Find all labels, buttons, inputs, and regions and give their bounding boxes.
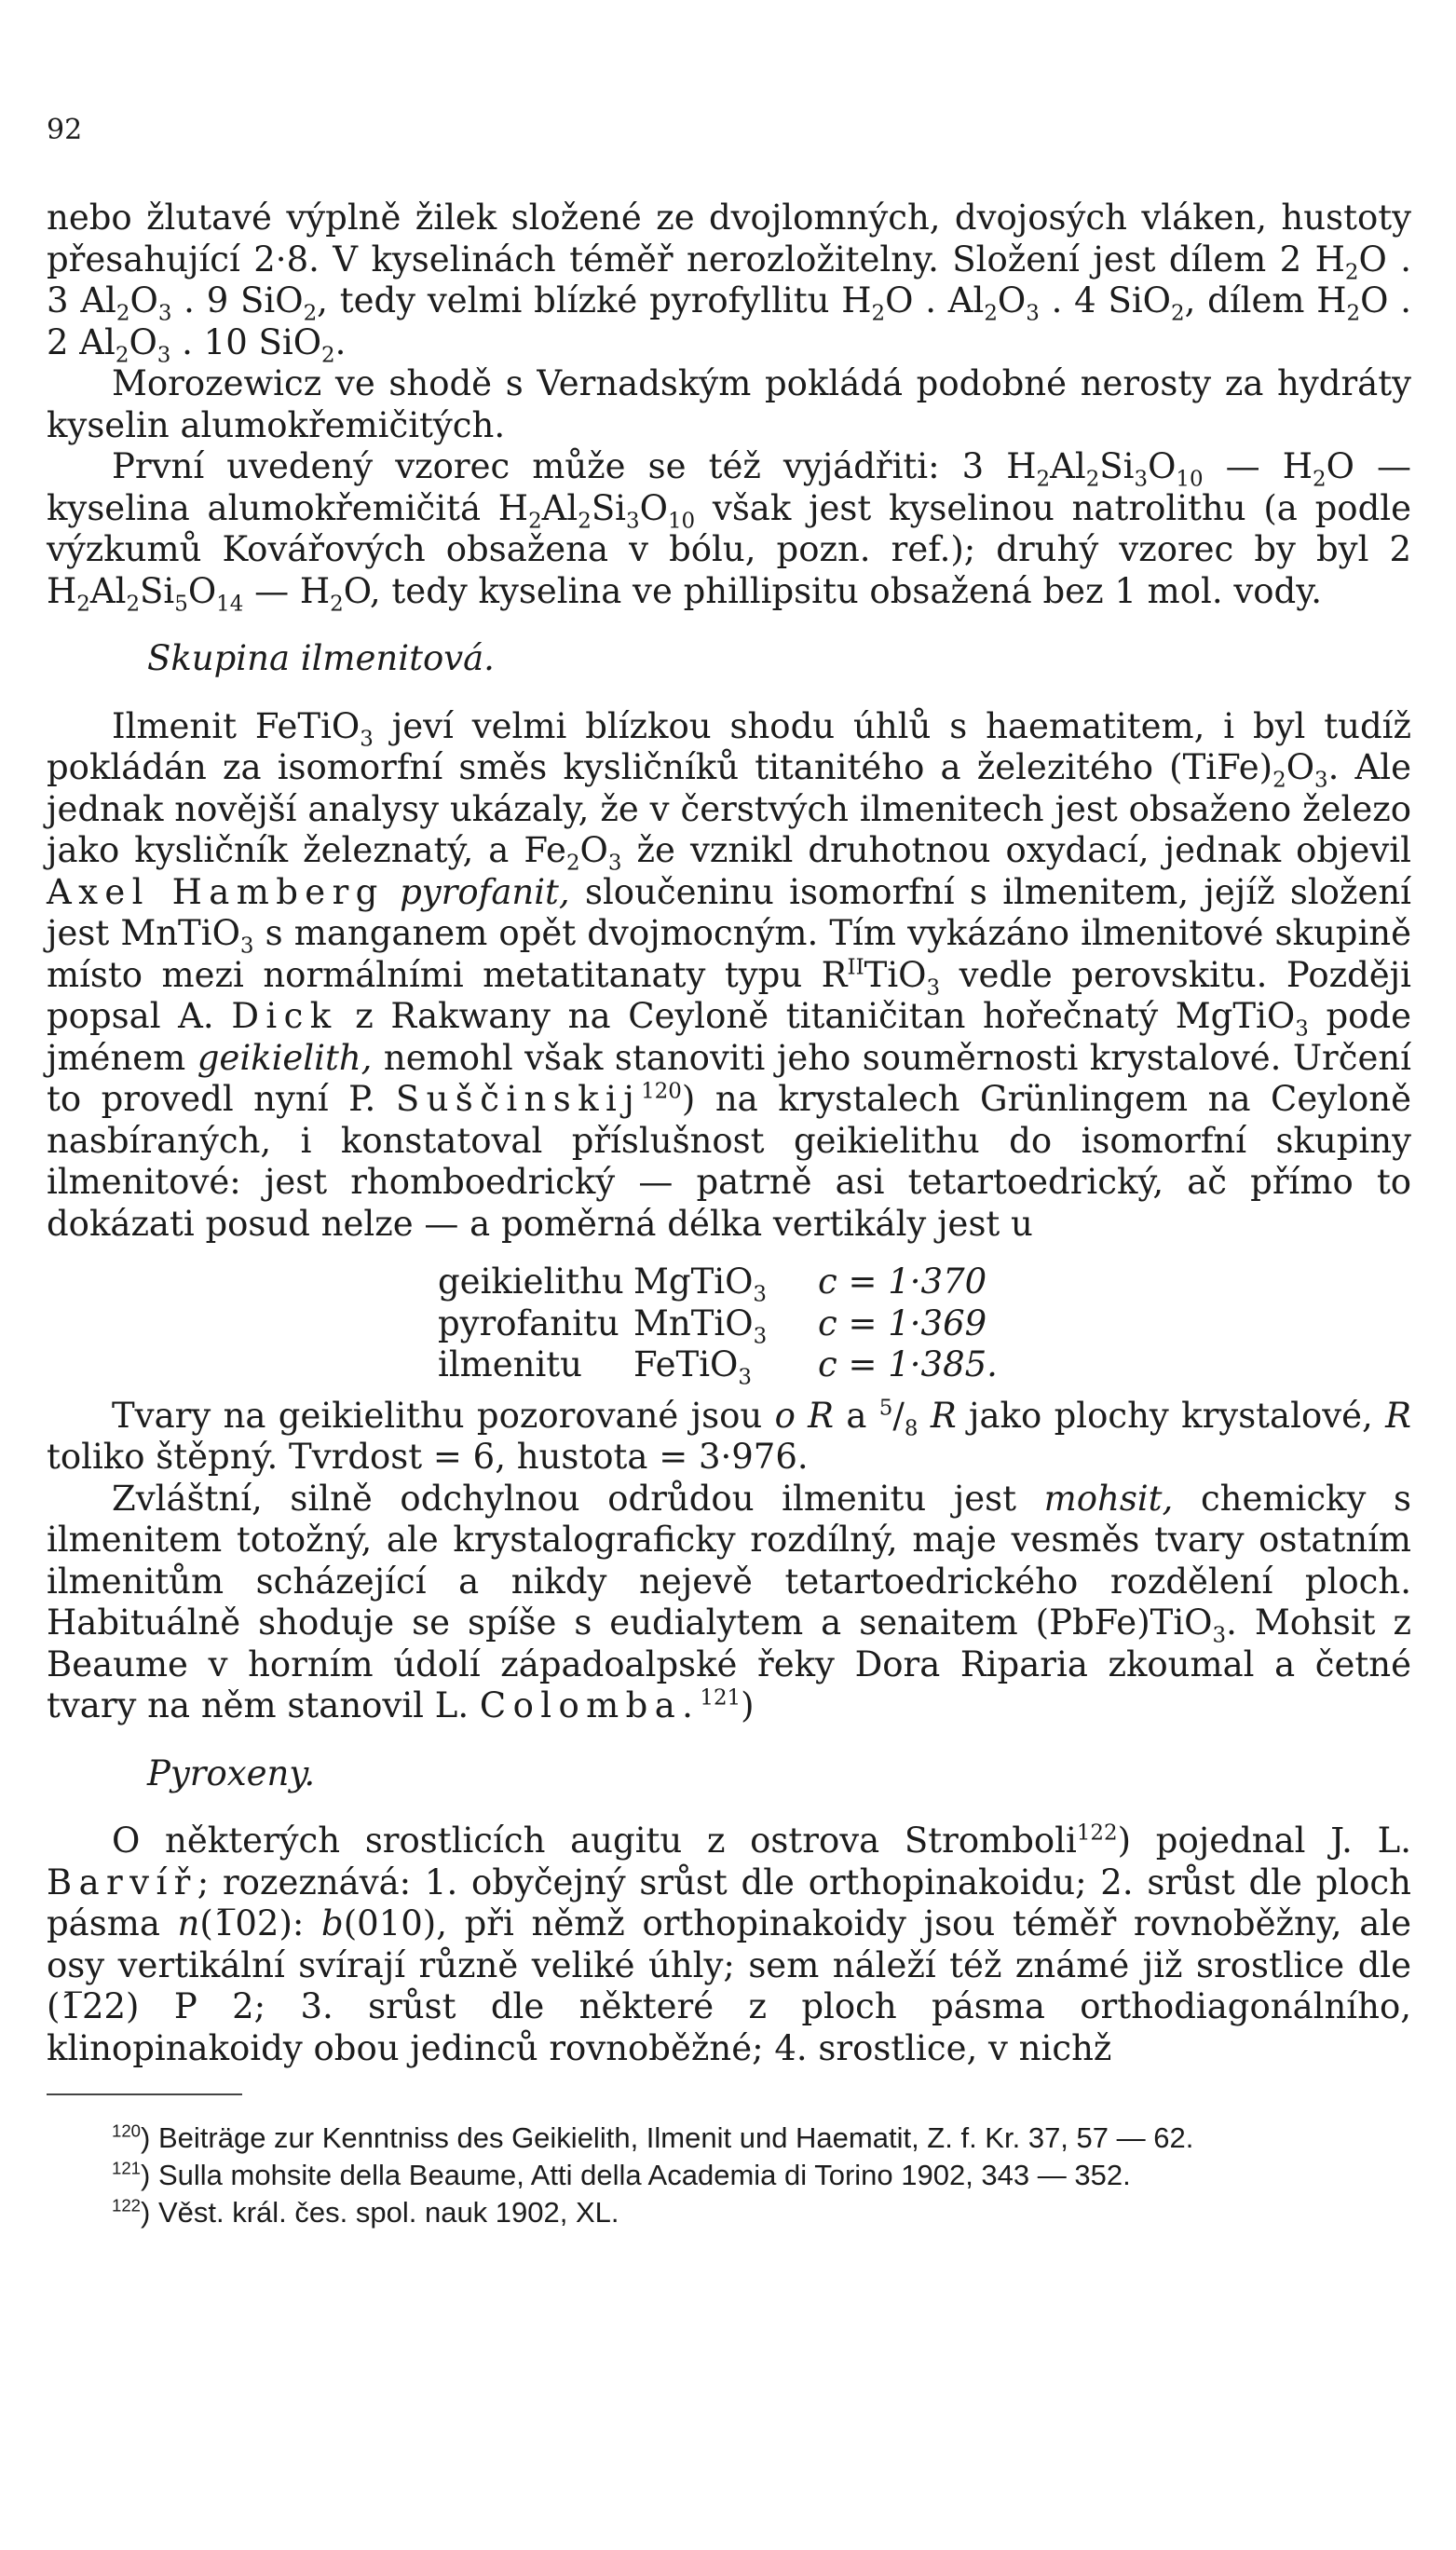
page-number: 92 xyxy=(47,114,83,146)
footnote: $^{122}$) Věst. král. čes. spol. nauk 1902, XL. xyxy=(112,2195,619,2229)
paragraph-1: nebo žlutavé výplně žilek složené ze dvojlomných, dvojosých vláken, hustoty přesahující 2·8. V kyselinách téměř nerozložitelny. Složení jest dílem 2 $H_2O$ . 3 $Al_2O_3$ . 9 SiO$_2$, tedy velmi blízké pyrofyllitu $H_2O$ . $Al_2O_3$ . 4 SiO$_2$, dílem $H_2O$ . 2 $Al_2O_3$ . 10 SiO$_2$. xyxy=(47,198,1411,367)
paragraph-5: Tvary na geikielithu pozorované jsou o R a $^5/_8$ R jako plochy krystalové, R toliko štěpný. Tvrdost = 6, hustota = 3·976. xyxy=(47,1395,1411,1477)
paragraph-7: O některých srostlicích augitu z ostrova Stromboli$^{122}$) pojednal J. L. Barvíř; rozeznává: 1. obyčejný srůst dle orthopinakoidu; 2. srůst dle ploch pásma n(1̅02): b(010), při němž orthopinakoidy jsou téměř rovnoběžny, ale osy vertikální svírají různě veliké úhly; sem náleží též známé již srostlice dle (1̅22) P 2; 3. srůst dle některé z ploch pásma orthodiagonálního, klinopinakoidy obou jedinců rovnoběžné; 4. srostlice, v nichž xyxy=(47,1820,1412,2068)
mineral-name: pyrofanit, xyxy=(400,871,570,912)
footnote: $^{121}$) Sulla mohsite della Beaume, Atti della Academia di Torino 1902, 343 — 352. xyxy=(112,2158,1131,2191)
author-name: Barvíř xyxy=(47,1861,197,1902)
paragraph-4: Ilmenit FeTiO$_3$ jeví velmi blízkou shodu úhlů s haematitem, i byl tudíž pokládán za isomorfní směs kysličníků titanitého a železitého $(TiFe)_2O_3$. Ale jednak novější analysy ukázaly, že v čerstvých ilmenitech jest obsaženo železo jako kysličník železnatý, a $Fe_2O_3$ že vznikl druhotnou oxydací, jednak objevil Axel Hamberg pyrofanit, sloučeninu isomorfní s ilmenitem, jejíž složení jest MnTiO$_3$ s manganem opět dvojmocným. Tím vykázáno ilmenitové skupině místo mezi normálními metatitanaty typu $R^{II}TiO_3$ vedle perovskitu. Později popsal A. Dick z Rakwany na Ceyloně titaničitan hořečnatý MgTiO$_3$ pode jménem geikielith, nemohl však stanoviti jeho souměrnosti krystalové. Určení to provedl nyní P. Suščinskij$^{120}$) na krystalech Grünlingem na Ceyloně nasbíraných, i konstatoval příslušnost geikielithu do isomorfní skupiny ilmenitové: jest rhomboedrický — patrně asi tetartoedrický, ač přímo to dokázati posud nelze — a poměrná délka vertikály jest u xyxy=(47,705,1412,1244)
footnote-ref: 121 xyxy=(700,1685,742,1711)
paragraph-2: Morozewicz ve shodě s Vernadským pokládá podobné nerosty za hydráty kyselin alumokřemičitých. xyxy=(47,363,1411,445)
author-name: Axel Hamberg xyxy=(47,871,385,912)
author-name: Colomba. xyxy=(479,1685,701,1725)
mineral-name: geikielith, xyxy=(197,1037,373,1078)
author-name: Suščinskij xyxy=(395,1079,642,1119)
footnote-ref: 120 xyxy=(641,1079,682,1104)
formula-row: geikielithu MgTiO$_3$ c = 1·370 xyxy=(438,1261,987,1307)
paragraph-3: První uvedený vzorec může se též vyjádřiti: 3 $H_2Al_2Si_3O_{10}$ — $H_2O$ — kyselina alumokřemičitá $H_2Al_2Si_3O_{10}$ však jest kyselinou natrolithu (a podle výzkumů Kovářových obsažena v bólu, pozn. ref.); druhý vzorec by byl 2 $H_2Al_2Si_5O_{14}$ — $H_2O$, tedy kyselina ve phillipsitu obsažená bez 1 mol. vody. xyxy=(47,446,1412,616)
footnote-ref: 122 xyxy=(1076,1820,1118,1846)
section-heading-ilmenite: Skupina ilmenitová. xyxy=(147,638,495,678)
author-name: Dick xyxy=(231,996,338,1036)
footnotes xyxy=(47,2120,1411,2231)
mineral-name: mohsit, xyxy=(1043,1478,1174,1519)
paragraph-6: Zvláštní, silně odchylnou odrůdou ilmenitu jest mohsit, chemicky s ilmenitem totožný, ale krystalograficky rozdílný, maje vesměs tvary ostatním ilmenitům scházející a nikdy nejevě tetartoedrického rozdělení ploch. Habituálně shoduje se spíše s eudialytem a senaitem (PbFe)TiO$_3$. Mohsit z Beaume v horním údolí západoalpské řeky Dora Riparia zkoumal a četné tvary na něm stanovil L. Colomba.$^{121}$) xyxy=(47,1478,1411,1725)
page-body xyxy=(47,198,1411,2231)
section-heading-pyroxenes: Pyroxeny. xyxy=(147,1752,316,1793)
footnote-divider xyxy=(47,2093,242,2095)
formula-table xyxy=(438,1261,1411,1390)
footnote: $^{120}$) Beiträge zur Kenntniss des Geikielith, Ilmenit und Haematit, Z. f. Kr. 37, 57 — 62. xyxy=(112,2120,1194,2154)
formula-row: ilmenitu FeTiO$_3$ c = 1·385. xyxy=(438,1344,998,1390)
formula-row: pyrofanitu MnTiO$_3$ c = 1·369 xyxy=(438,1302,987,1348)
